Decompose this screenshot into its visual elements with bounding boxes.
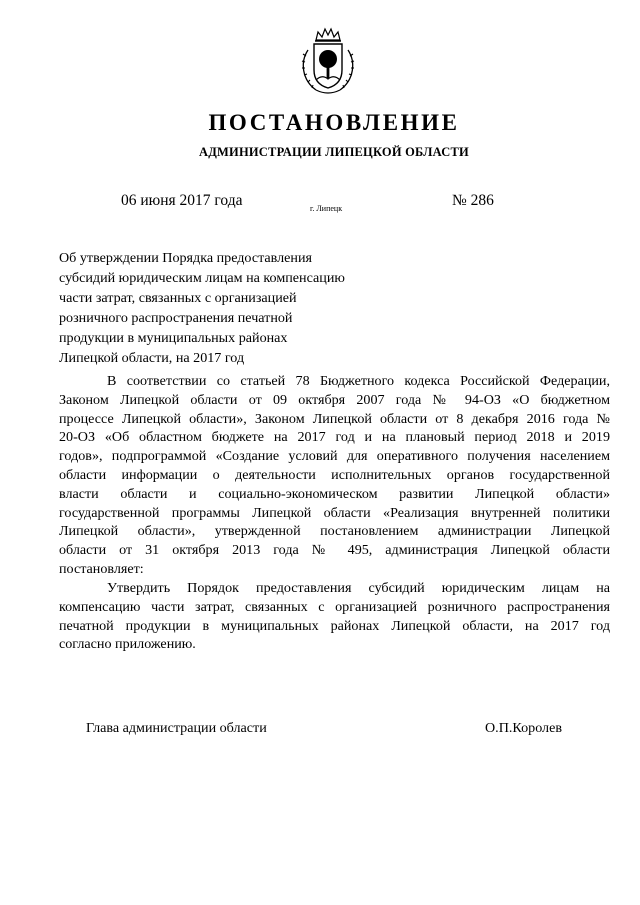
topic-line: субсидий юридическим лицам на компенсацию: [59, 269, 345, 286]
issuing-authority: АДМИНИСТРАЦИИ ЛИПЕЦКОЙ ОБЛАСТИ: [199, 145, 469, 159]
document-date: 06 июня 2017 года: [121, 192, 243, 209]
paragraph-line: процессе Липецкой области», Законом Липецкой области от 8 декабря 2016 года №: [59, 410, 610, 427]
paragraph-line: согласно приложению.: [59, 636, 196, 653]
signatory-position: Глава администрации области: [86, 720, 267, 736]
paragraph-line: Законом Липецкой области от 09 октября 2007 года № 94-ОЗ «О бюджетном: [59, 391, 610, 408]
paragraph-line: 20-ОЗ «Об областном бюджете на 2017 год и на плановый период 2018 и 2019: [59, 429, 610, 446]
topic-line: Липецкой области, на 2017 год: [59, 349, 245, 366]
paragraph-line: В соответствии со статьей 78 Бюджетного кодекса Российской Федерации,: [107, 373, 610, 389]
document-topic: [59, 249, 389, 368]
preamble-paragraph: [59, 372, 610, 579]
topic-line: Об утверждении Порядка предоставления: [59, 250, 312, 266]
topic-line: продукции в муниципальных районах: [59, 329, 288, 346]
resolution-paragraph: [59, 579, 610, 654]
paragraph-line: области от 31 октября 2013 года № 495, администрация Липецкой области: [59, 542, 610, 559]
paragraph-line: постановляет:: [59, 560, 144, 577]
document-place: г. Липецк: [310, 204, 343, 213]
coat-of-arms-icon: [298, 26, 358, 96]
paragraph-line: годов», подпрограммой «Создание условий для оперативного получения населением: [59, 448, 610, 465]
document-number: № 286: [452, 192, 494, 209]
topic-line: розничного распространения печатной: [59, 309, 293, 326]
paragraph-line: печатной продукции в муниципальных районах Липецкой области, на 2017 год: [59, 617, 610, 634]
paragraph-line: Утвердить Порядок предоставления субсидий юридическим лицам на: [107, 580, 610, 596]
topic-line: части затрат, связанных с организацией: [59, 289, 297, 306]
paragraph-line: государственной программы Липецкой области «Реализация внутренней политики: [59, 504, 610, 521]
paragraph-line: власти области и социально-экономическом развитии Липецкой области»: [59, 485, 610, 502]
signatory-name: О.П.Королев: [485, 720, 562, 736]
paragraph-line: Липецкой области», утвержденной постановлением администрации Липецкой: [59, 523, 610, 540]
paragraph-line: области информации о деятельности исполнительных органов государственной: [59, 466, 610, 483]
paragraph-line: компенсацию части затрат, связанных с организацией розничного распространения: [59, 598, 610, 615]
document-title: ПОСТАНОВЛЕНИЕ: [208, 110, 460, 135]
